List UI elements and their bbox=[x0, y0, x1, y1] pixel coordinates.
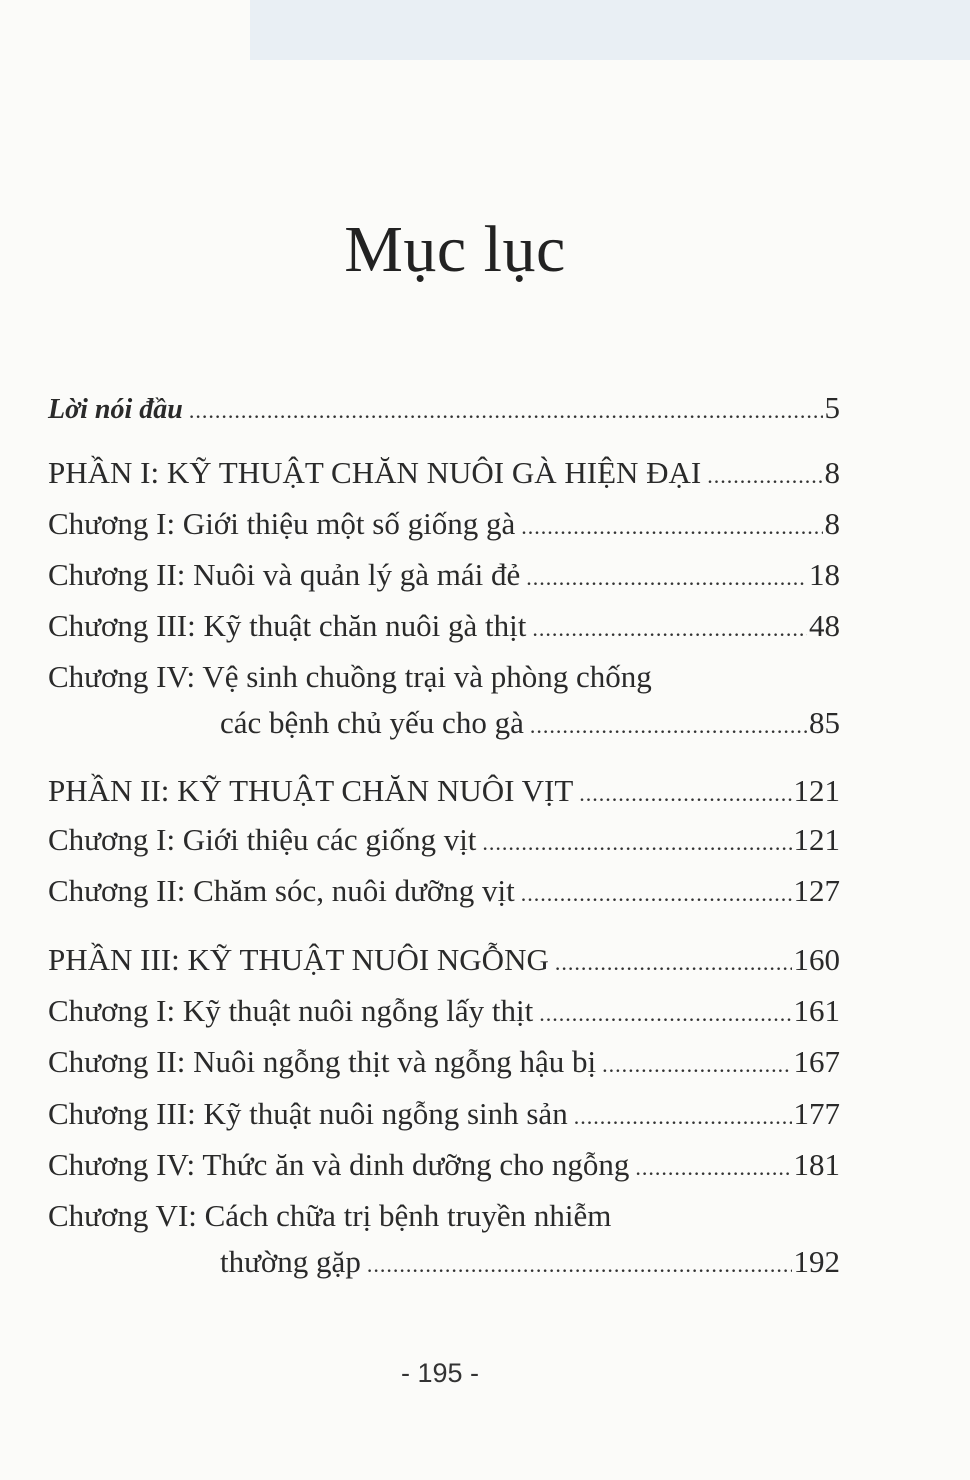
toc-page: 127 bbox=[793, 873, 840, 908]
toc-entry-part-3-ch-6-line-1[interactable]: Chương VI: Cách chữa trị bệnh truyền nhiễm bbox=[48, 1198, 612, 1233]
background-tint bbox=[250, 0, 970, 60]
toc-label: PHẦN I: KỸ THUẬT CHĂN NUÔI GÀ HIỆN ĐẠI bbox=[48, 455, 702, 490]
toc-label: Lời nói đầu bbox=[48, 394, 183, 425]
toc-entry-part-3-ch-1[interactable] bbox=[48, 991, 840, 1034]
page-number: - 195 - bbox=[400, 1358, 480, 1388]
toc-entry-part-1-ch-4[interactable] bbox=[220, 703, 840, 746]
toc-entry-part-3-ch-3[interactable] bbox=[48, 1094, 840, 1137]
toc-entry-part-2[interactable] bbox=[48, 771, 840, 814]
toc-leader bbox=[521, 507, 822, 547]
toc-label: Chương III: Kỹ thuật chăn nuôi gà thịt bbox=[48, 608, 527, 643]
toc-leader bbox=[521, 874, 792, 914]
toc-entry-part-3[interactable] bbox=[48, 940, 840, 983]
toc-page: 167 bbox=[793, 1044, 840, 1079]
toc-leader bbox=[367, 1245, 792, 1285]
toc-page: 48 bbox=[809, 608, 840, 643]
toc-label: Chương II: Nuôi ngỗng thịt và ngỗng hậu bị bbox=[48, 1044, 597, 1079]
toc-leader bbox=[482, 823, 791, 863]
toc-entry-part-1-ch-2[interactable] bbox=[48, 555, 840, 598]
toc-leader bbox=[539, 994, 791, 1034]
toc-leader bbox=[532, 609, 807, 649]
toc-entry-part-1-ch-4-line-1[interactable]: Chương IV: Vệ sinh chuồng trại và phòng chống bbox=[48, 659, 652, 694]
toc-page: 181 bbox=[793, 1147, 840, 1182]
toc-label: Chương II: Nuôi và quản lý gà mái đẻ bbox=[48, 557, 521, 592]
toc-page: 121 bbox=[793, 822, 840, 857]
toc-page: 160 bbox=[793, 942, 840, 977]
toc-entry-part-3-ch-4[interactable] bbox=[48, 1145, 840, 1188]
toc-label: Chương I: Giới thiệu một số giống gà bbox=[48, 506, 516, 541]
toc-label: Chương III: Kỹ thuật nuôi ngỗng sinh sản bbox=[48, 1096, 568, 1131]
toc-entry-part-1[interactable] bbox=[48, 453, 840, 496]
toc-entry-part-2-ch-1[interactable] bbox=[48, 820, 840, 863]
toc-label: Chương I: Kỹ thuật nuôi ngỗng lấy thịt bbox=[48, 993, 534, 1028]
toc-page: 85 bbox=[809, 705, 840, 740]
toc-page: 18 bbox=[809, 557, 840, 592]
toc-entry-part-1-ch-3[interactable] bbox=[48, 606, 840, 649]
toc-page: 192 bbox=[793, 1244, 840, 1279]
toc-page: 5 bbox=[824, 390, 840, 425]
toc-page: 177 bbox=[793, 1096, 840, 1131]
toc-leader bbox=[579, 774, 791, 814]
toc-entry-part-3-ch-2[interactable] bbox=[48, 1042, 840, 1085]
toc-leader bbox=[574, 1097, 792, 1137]
toc-leader bbox=[555, 943, 792, 983]
toc-entry-preface[interactable] bbox=[48, 388, 840, 431]
toc-page: 8 bbox=[824, 455, 840, 490]
toc-leader bbox=[707, 456, 822, 496]
toc-leader bbox=[530, 706, 807, 746]
toc-label: các bệnh chủ yếu cho gà bbox=[220, 705, 524, 740]
toc-label: thường gặp bbox=[220, 1244, 361, 1279]
toc-leader bbox=[526, 558, 807, 598]
toc-label: PHẦN III: KỸ THUẬT NUÔI NGỖNG bbox=[48, 942, 549, 977]
toc-page: 121 bbox=[793, 773, 840, 808]
toc-label: Chương I: Giới thiệu các giống vịt bbox=[48, 822, 477, 857]
toc-page: 8 bbox=[824, 506, 840, 541]
toc-label: Chương II: Chăm sóc, nuôi dưỡng vịt bbox=[48, 873, 515, 908]
toc-entry-part-2-ch-2[interactable] bbox=[48, 871, 840, 914]
toc-leader bbox=[189, 391, 823, 431]
toc-label: Chương IV: Thức ăn và dinh dưỡng cho ngỗng bbox=[48, 1147, 630, 1182]
toc-entry-part-3-ch-6[interactable] bbox=[220, 1242, 840, 1285]
toc-leader bbox=[602, 1045, 791, 1085]
toc-entry-part-1-ch-1[interactable] bbox=[48, 504, 840, 547]
toc-page: 161 bbox=[793, 993, 840, 1028]
toc-leader bbox=[635, 1148, 791, 1188]
toc-label: PHẦN II: KỸ THUẬT CHĂN NUÔI VỊT bbox=[48, 773, 574, 808]
page-title: Mục lục bbox=[344, 213, 566, 286]
